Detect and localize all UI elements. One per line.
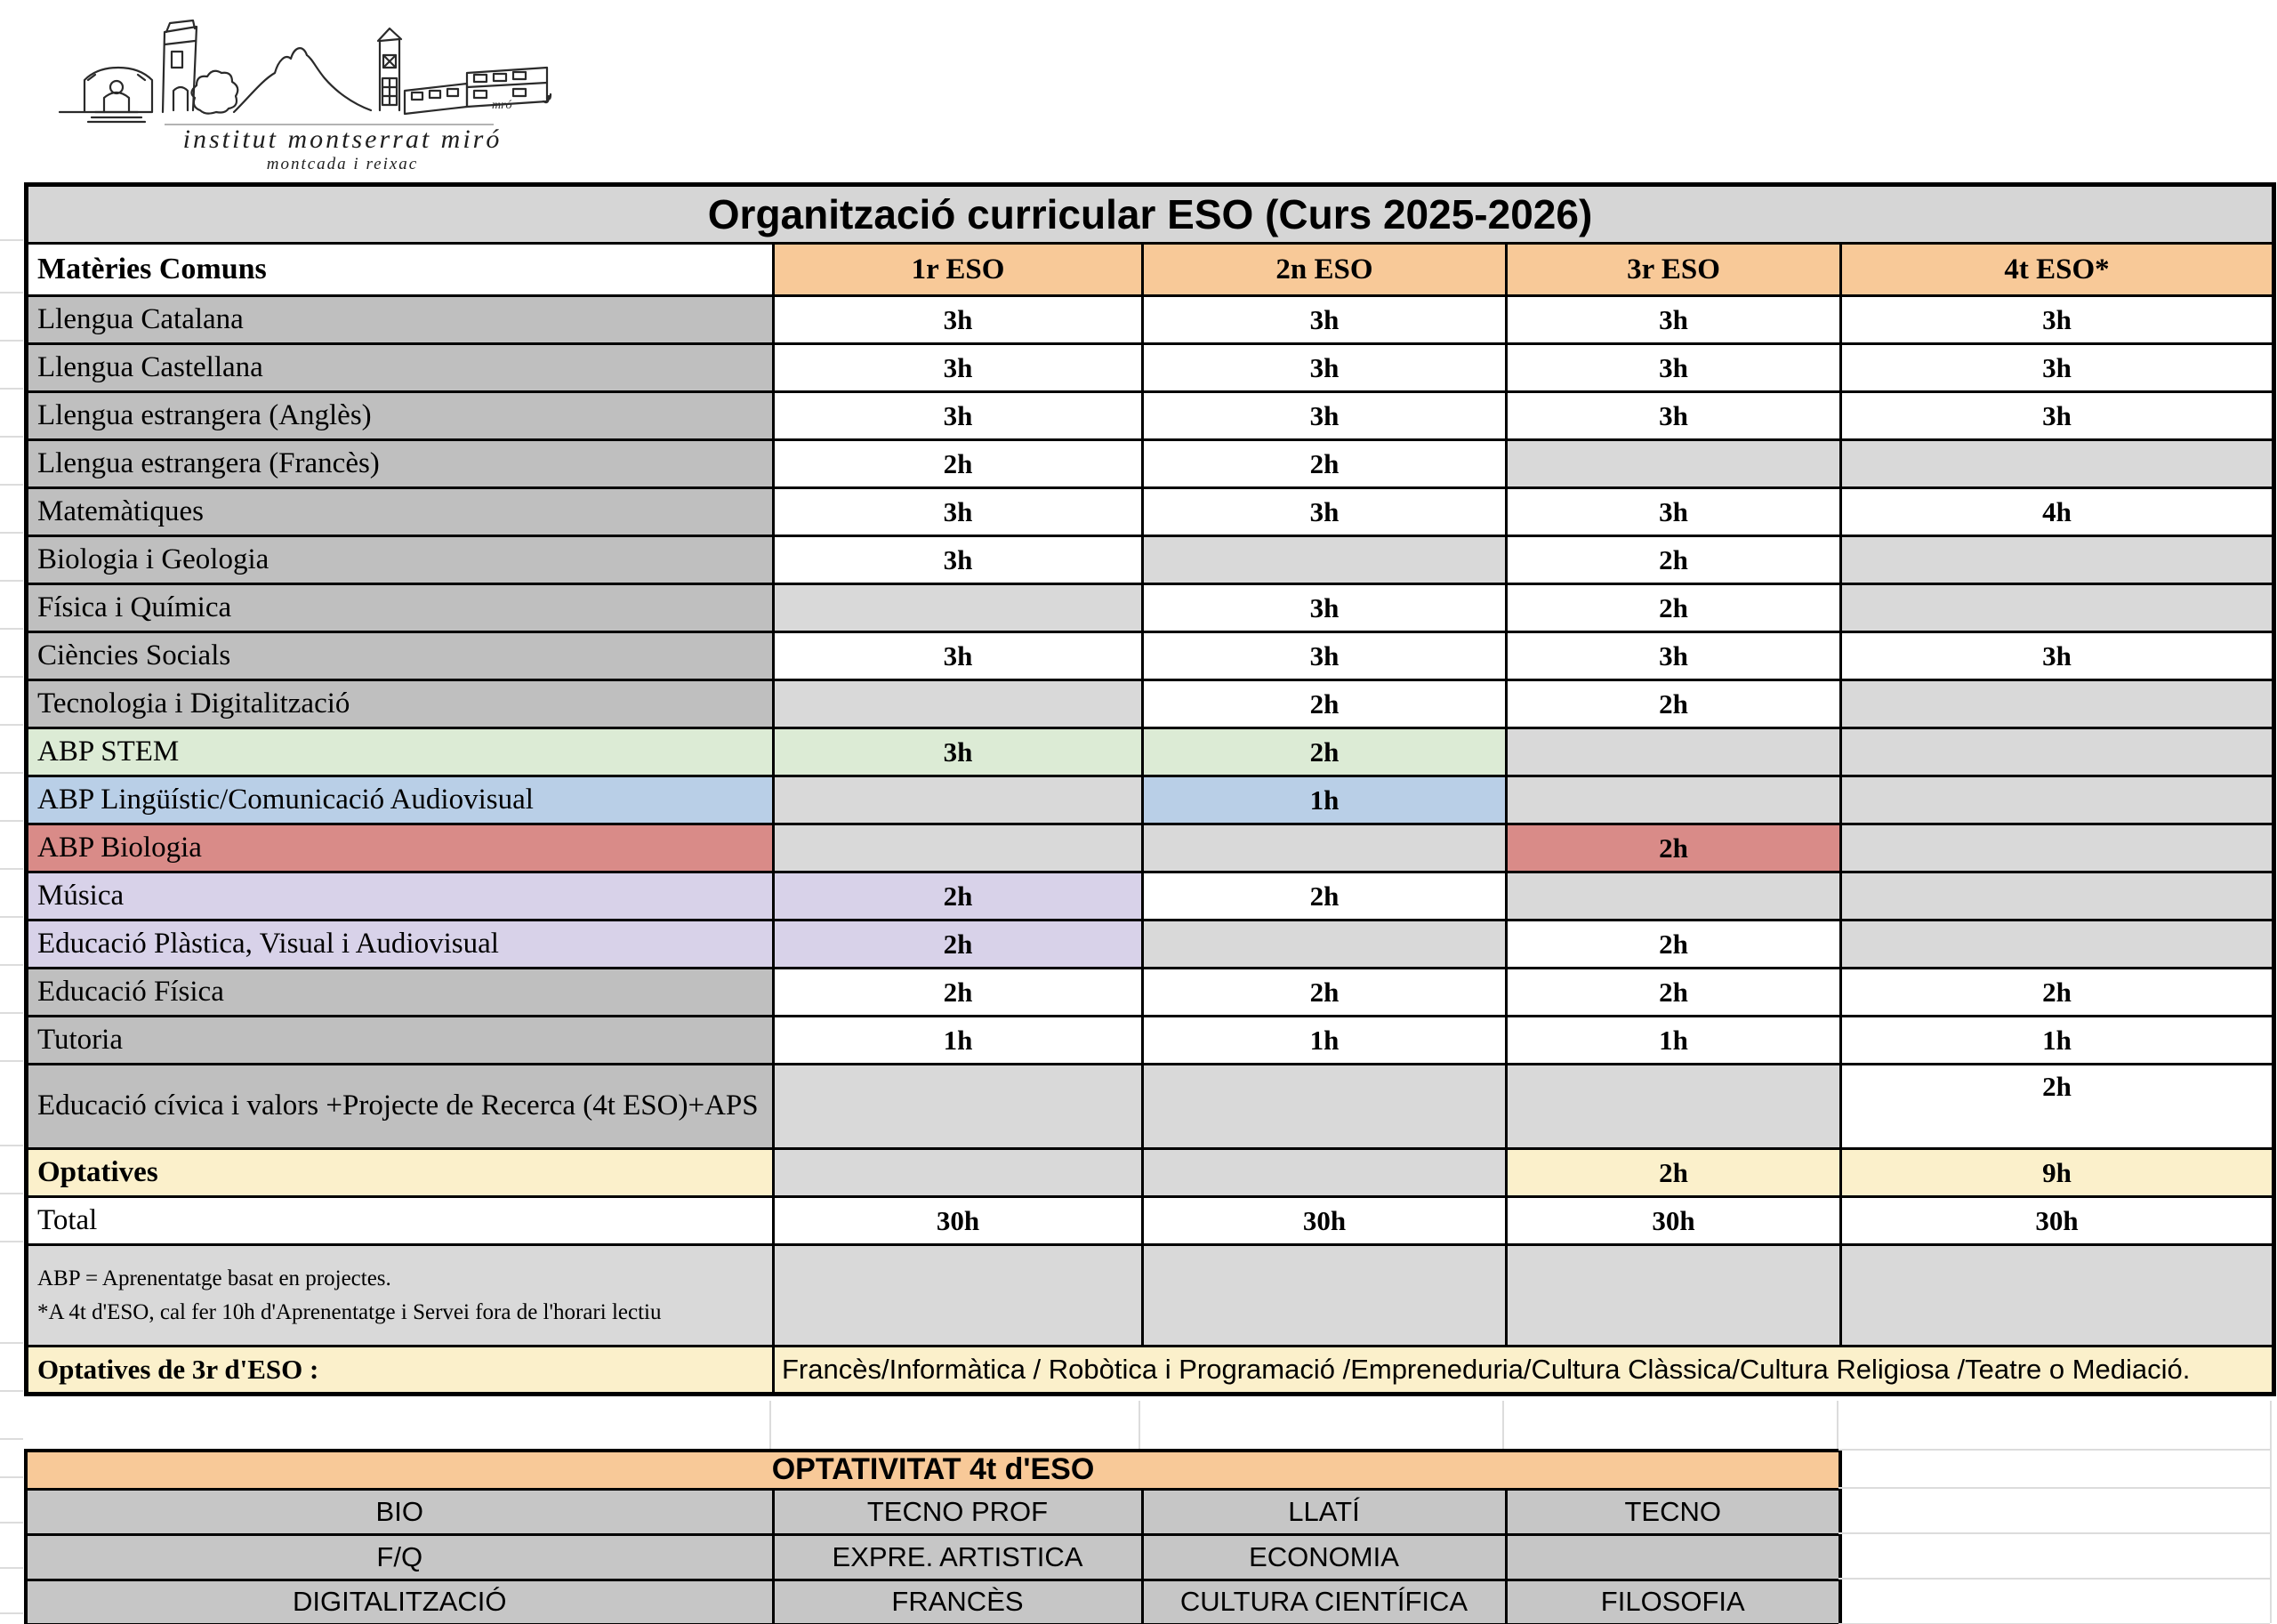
optativitat-subject-cell: BIO bbox=[26, 1489, 773, 1534]
hours-cell: 2h bbox=[1841, 969, 2274, 1017]
margin-gridline bbox=[0, 1344, 23, 1392]
margin-gridline bbox=[0, 1194, 23, 1242]
subject-row bbox=[27, 1017, 2274, 1065]
hours-cell: 30h bbox=[774, 1197, 1143, 1245]
curriculum-table bbox=[24, 182, 2276, 1396]
margin-gridline bbox=[0, 1014, 23, 1062]
optativitat-subject-cell: CULTURA CIENTÍFICA bbox=[1142, 1580, 1506, 1624]
subject-row bbox=[27, 921, 2274, 969]
hours-cell: 2h bbox=[1143, 440, 1507, 488]
hours-cell: 3h bbox=[1507, 344, 1841, 392]
margin-gridline bbox=[0, 774, 23, 822]
margin-gridline bbox=[0, 918, 23, 966]
subject-row bbox=[27, 536, 2274, 584]
footnote-empty-cell bbox=[1143, 1245, 1507, 1347]
subject-label-cell: Llengua estrangera (Anglès) bbox=[27, 392, 774, 440]
subject-label-cell: Matemàtiques bbox=[27, 488, 774, 536]
spreadsheet-margin-gridlines bbox=[0, 182, 23, 1614]
empty-spreadsheet-row bbox=[24, 1401, 2272, 1449]
margin-gridline bbox=[0, 1242, 23, 1344]
column-header-1r-eso: 1r ESO bbox=[774, 244, 1143, 296]
footnote-cell bbox=[27, 1245, 774, 1347]
subject-row bbox=[27, 488, 2274, 536]
hours-cell bbox=[1507, 728, 1841, 776]
hours-cell bbox=[1841, 728, 2274, 776]
hours-cell: 9h bbox=[1841, 1149, 2274, 1197]
hours-cell bbox=[1143, 536, 1507, 584]
optativitat-title: OPTATIVITAT 4t d'ESO bbox=[26, 1451, 1840, 1489]
logo-school-name: institut montserrat miró bbox=[182, 125, 503, 154]
hours-cell: 2h bbox=[1143, 969, 1507, 1017]
optativitat-subject-cell: FRANCÈS bbox=[773, 1580, 1142, 1624]
hours-cell: 2h bbox=[1507, 824, 1841, 872]
subject-row bbox=[27, 872, 2274, 921]
logo-city-name: montcada i reixac bbox=[266, 155, 419, 173]
subject-label-cell: Llengua estrangera (Francès) bbox=[27, 440, 774, 488]
subject-row bbox=[27, 632, 2274, 680]
margin-gridline bbox=[0, 726, 23, 774]
hours-cell: 2h bbox=[1507, 1149, 1841, 1197]
hours-cell bbox=[1841, 872, 2274, 921]
optativitat-subject-cell: TECNO bbox=[1506, 1489, 1840, 1534]
hours-cell: 1h bbox=[1143, 776, 1507, 824]
logo-signature: mró bbox=[492, 99, 512, 112]
hours-cell bbox=[774, 776, 1143, 824]
subject-label-cell: Música bbox=[27, 872, 774, 921]
subject-label-cell: ABP Biologia bbox=[27, 824, 774, 872]
hours-cell bbox=[1841, 921, 2274, 969]
margin-gridline bbox=[0, 534, 23, 582]
margin-gridline bbox=[0, 678, 23, 726]
subject-row bbox=[27, 1065, 2274, 1149]
subject-label-cell: Tutoria bbox=[27, 1017, 774, 1065]
optativitat-subject-cell: FILOSOFIA bbox=[1506, 1580, 1840, 1624]
optativitat-title-row bbox=[26, 1451, 1840, 1489]
subject-row bbox=[27, 392, 2274, 440]
margin-gridline bbox=[0, 1524, 23, 1569]
column-header-3r-eso: 3r ESO bbox=[1507, 244, 1841, 296]
table-header-row bbox=[27, 244, 2274, 296]
subject-label-cell: Educació cívica i valors +Projecte de Recerca (4t ESO)+APS bbox=[27, 1065, 774, 1149]
hours-cell: 3h bbox=[1143, 632, 1507, 680]
hours-cell bbox=[774, 584, 1143, 632]
optativitat-subject-cell: ECONOMIA bbox=[1142, 1534, 1506, 1580]
hours-cell: 3h bbox=[1143, 344, 1507, 392]
hours-cell bbox=[1841, 440, 2274, 488]
hours-cell: 3h bbox=[1143, 488, 1507, 536]
column-header-materies: Matèries Comuns bbox=[27, 244, 774, 296]
hours-cell: 3h bbox=[1841, 632, 2274, 680]
optatives-3r-label: Optatives de 3r d'ESO : bbox=[27, 1347, 774, 1395]
subject-row bbox=[27, 1197, 2274, 1245]
hours-cell: 1h bbox=[1143, 1017, 1507, 1065]
hours-cell: 3h bbox=[1507, 296, 1841, 344]
hours-cell: 2h bbox=[1143, 728, 1507, 776]
margin-gridline bbox=[0, 1478, 23, 1524]
hours-cell: 3h bbox=[774, 392, 1143, 440]
subject-row bbox=[27, 296, 2274, 344]
hours-cell: 2h bbox=[1507, 536, 1841, 584]
subject-row bbox=[27, 680, 2274, 728]
optatives-3r-value: Francès/Informàtica / Robòtica i Programació /Empreneduria/Cultura Clàssica/Cultura Religiosa /Teatre o Mediació. bbox=[774, 1347, 2274, 1395]
subject-label-cell: Optatives bbox=[27, 1149, 774, 1197]
subject-label-cell: Física i Química bbox=[27, 584, 774, 632]
margin-gridline bbox=[0, 438, 23, 486]
footnote-empty-cell bbox=[774, 1245, 1143, 1347]
optativitat-4t-table bbox=[24, 1449, 1842, 1624]
hours-cell bbox=[1841, 536, 2274, 584]
hours-cell bbox=[1841, 680, 2274, 728]
hours-cell: 2h bbox=[774, 440, 1143, 488]
hours-cell: 2h bbox=[1507, 921, 1841, 969]
optativitat-row bbox=[26, 1580, 1840, 1624]
hours-cell: 3h bbox=[1143, 584, 1507, 632]
margin-gridline bbox=[0, 1392, 23, 1440]
hours-cell: 2h bbox=[774, 969, 1143, 1017]
hours-cell bbox=[1143, 1149, 1507, 1197]
hours-cell: 3h bbox=[774, 296, 1143, 344]
subject-row bbox=[27, 969, 2274, 1017]
subject-row bbox=[27, 824, 2274, 872]
hours-cell bbox=[774, 1149, 1143, 1197]
hours-cell: 1h bbox=[1507, 1017, 1841, 1065]
hours-cell: 3h bbox=[1841, 296, 2274, 344]
column-header-4t-eso: 4t ESO* bbox=[1841, 244, 2274, 296]
subject-label-cell: ABP Lingüístic/Comunicació Audiovisual bbox=[27, 776, 774, 824]
footnote-line-2: *A 4t d'ESO, cal fer 10h d'Aprenentatge i Servei fora de l'horari lectiu bbox=[37, 1299, 662, 1324]
page-title: Organització curricular ESO (Curs 2025-2026) bbox=[27, 185, 2274, 244]
hours-cell: 2h bbox=[1507, 680, 1841, 728]
hours-cell bbox=[1507, 776, 1841, 824]
hours-cell: 2h bbox=[774, 872, 1143, 921]
hours-cell: 3h bbox=[774, 632, 1143, 680]
hours-cell: 2h bbox=[1507, 969, 1841, 1017]
margin-gridline bbox=[0, 630, 23, 678]
hours-cell bbox=[1507, 440, 1841, 488]
margin-gridline bbox=[0, 1440, 23, 1478]
margin-gridline bbox=[0, 241, 23, 293]
footnote-line-1: ABP = Aprenentatge basat en projectes. bbox=[37, 1266, 391, 1290]
hours-cell bbox=[1143, 1065, 1507, 1149]
hours-cell: 2h bbox=[1841, 1065, 2274, 1149]
hours-cell bbox=[774, 680, 1143, 728]
hours-cell: 3h bbox=[774, 488, 1143, 536]
optatives-3r-row bbox=[27, 1347, 2274, 1395]
hours-cell: 3h bbox=[1841, 344, 2274, 392]
hours-cell: 1h bbox=[774, 1017, 1143, 1065]
optativitat-subject-cell: F/Q bbox=[26, 1534, 773, 1580]
hours-cell: 3h bbox=[1507, 488, 1841, 536]
hours-cell: 30h bbox=[1841, 1197, 2274, 1245]
subject-row bbox=[27, 584, 2274, 632]
hours-cell bbox=[1841, 776, 2274, 824]
optativitat-row bbox=[26, 1534, 1840, 1580]
hours-cell: 2h bbox=[1143, 872, 1507, 921]
optativitat-subject-cell: DIGITALITZACIÓ bbox=[26, 1580, 773, 1624]
subject-label-cell: Total bbox=[27, 1197, 774, 1245]
optativitat-subject-cell: EXPRE. ARTISTICA bbox=[773, 1534, 1142, 1580]
margin-gridline bbox=[0, 293, 23, 342]
margin-gridline bbox=[0, 182, 23, 241]
hours-cell bbox=[1507, 1065, 1841, 1149]
hours-cell: 3h bbox=[774, 728, 1143, 776]
margin-gridline bbox=[0, 870, 23, 918]
school-logo bbox=[49, 5, 565, 179]
subject-row bbox=[27, 728, 2274, 776]
subject-label-cell: Llengua Castellana bbox=[27, 344, 774, 392]
subject-label-cell: Educació Plàstica, Visual i Audiovisual bbox=[27, 921, 774, 969]
footnote-row bbox=[27, 1245, 2274, 1347]
spreadsheet-gridlines-right bbox=[1838, 1449, 2272, 1623]
hours-cell: 3h bbox=[1507, 392, 1841, 440]
optativitat-subject-cell: LLATÍ bbox=[1142, 1489, 1506, 1534]
margin-gridline bbox=[0, 582, 23, 630]
subject-row bbox=[27, 440, 2274, 488]
hours-cell: 30h bbox=[1507, 1197, 1841, 1245]
hours-cell: 3h bbox=[1841, 392, 2274, 440]
optativitat-row bbox=[26, 1489, 1840, 1534]
hours-cell bbox=[774, 1065, 1143, 1149]
optativitat-subject-cell bbox=[1506, 1534, 1840, 1580]
table-title-row bbox=[27, 185, 2274, 244]
footnote-empty-cell bbox=[1507, 1245, 1841, 1347]
subject-label-cell: Educació Física bbox=[27, 969, 774, 1017]
subject-row bbox=[27, 1149, 2274, 1197]
hours-cell: 3h bbox=[1143, 392, 1507, 440]
hours-cell: 3h bbox=[1507, 632, 1841, 680]
margin-gridline bbox=[0, 822, 23, 870]
subject-label-cell: Llengua Catalana bbox=[27, 296, 774, 344]
margin-gridline bbox=[0, 1146, 23, 1194]
hours-cell: 2h bbox=[1143, 680, 1507, 728]
hours-cell bbox=[1507, 872, 1841, 921]
column-header-2n-eso: 2n ESO bbox=[1143, 244, 1507, 296]
hours-cell bbox=[1143, 824, 1507, 872]
hours-cell bbox=[1841, 584, 2274, 632]
subject-row bbox=[27, 344, 2274, 392]
subject-label-cell: Tecnologia i Digitalització bbox=[27, 680, 774, 728]
hours-cell: 4h bbox=[1841, 488, 2274, 536]
subject-label-cell: Biologia i Geologia bbox=[27, 536, 774, 584]
hours-cell bbox=[774, 824, 1143, 872]
margin-gridline bbox=[0, 1062, 23, 1146]
margin-gridline bbox=[0, 966, 23, 1014]
subject-label-cell: ABP STEM bbox=[27, 728, 774, 776]
margin-gridline bbox=[0, 486, 23, 534]
margin-gridline bbox=[0, 1569, 23, 1614]
hours-cell bbox=[1143, 921, 1507, 969]
margin-gridline bbox=[0, 390, 23, 438]
hours-cell: 30h bbox=[1143, 1197, 1507, 1245]
subject-row bbox=[27, 776, 2274, 824]
hours-cell: 1h bbox=[1841, 1017, 2274, 1065]
subject-label-cell: Ciències Socials bbox=[27, 632, 774, 680]
hours-cell: 2h bbox=[774, 921, 1143, 969]
hours-cell bbox=[1841, 824, 2274, 872]
footnote-empty-cell bbox=[1841, 1245, 2274, 1347]
hours-cell: 2h bbox=[1507, 584, 1841, 632]
margin-gridline bbox=[0, 342, 23, 390]
hours-cell: 3h bbox=[774, 344, 1143, 392]
hours-cell: 3h bbox=[774, 536, 1143, 584]
optativitat-subject-cell: TECNO PROF bbox=[773, 1489, 1142, 1534]
hours-cell: 3h bbox=[1143, 296, 1507, 344]
